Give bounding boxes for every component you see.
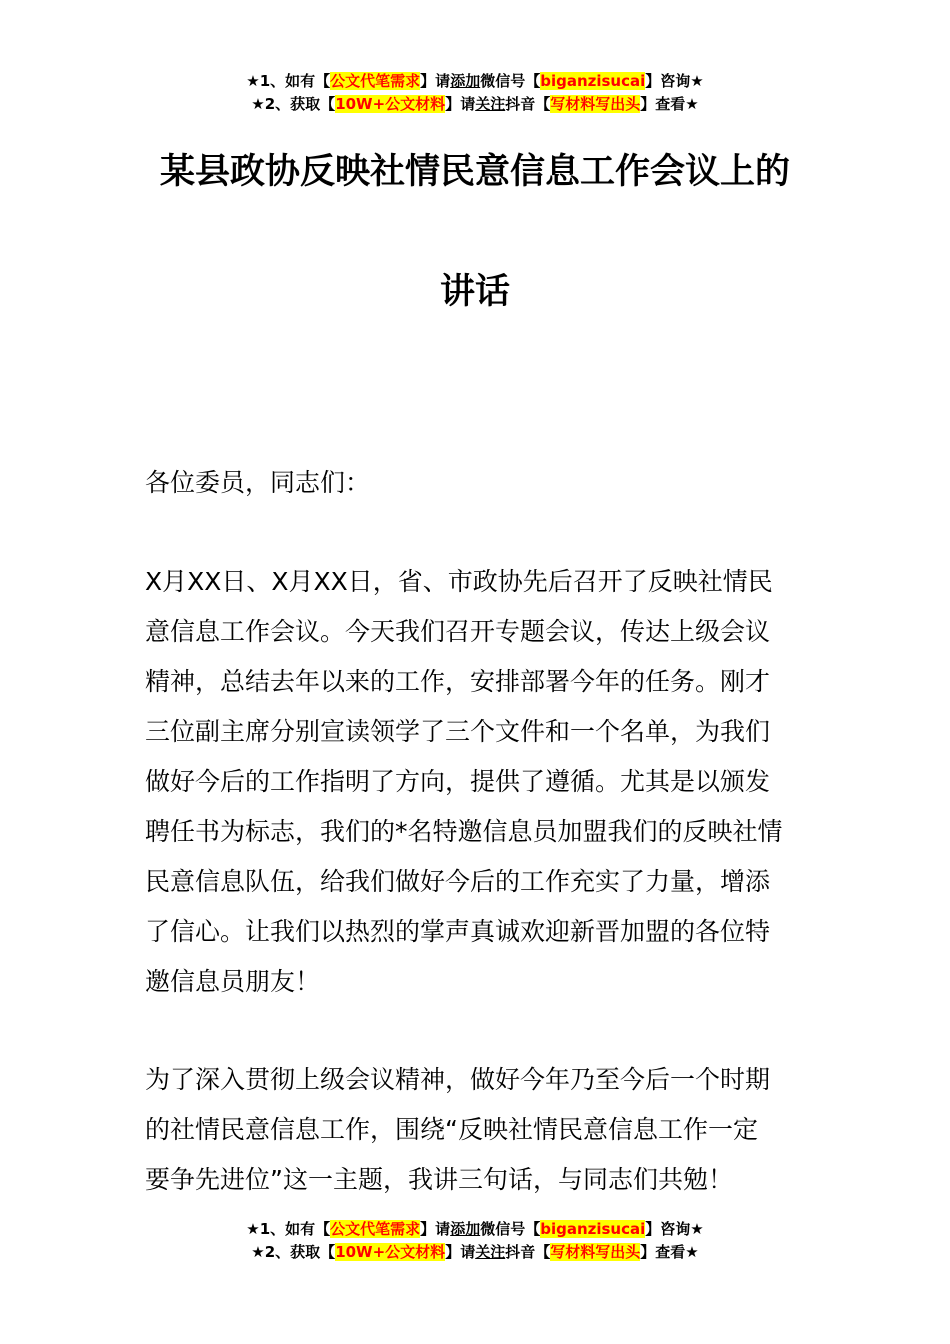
header-promo: [0, 70, 950, 116]
footer-promo: [0, 1218, 950, 1264]
promo-text: 】咨询★: [645, 1220, 704, 1238]
paragraph-line: 三位副主席分别宣读领学了三个文件和一个名单，为我们: [145, 717, 771, 746]
promo-douyin-account: 写材料写出头: [550, 95, 641, 113]
promo-text: ★1、如有【: [246, 72, 331, 90]
promo-underlined-text: 添加: [450, 1220, 481, 1238]
promo-wechat-id: biganzisucai: [540, 1220, 646, 1238]
salutation: 各位委员，同志们：: [145, 468, 371, 497]
promo-text: 微信号【: [480, 72, 541, 90]
promo-text: 】咨询★: [645, 72, 704, 90]
paragraph-line: 了信心。让我们以热烈的掌声真诚欢迎新晋加盟的各位特: [145, 917, 771, 946]
paragraph-line: 要争先进位”这一主题，我讲三句话，与同志们共勉！: [145, 1165, 733, 1194]
promo-highlight: 10W+公文材料: [335, 1243, 446, 1261]
promo-text: ★1、如有【: [246, 1220, 331, 1238]
paragraph-line: 邀信息员朋友！: [145, 967, 321, 996]
paragraph-line: 民意信息队伍，给我们做好今后的工作充实了力量，增添: [145, 867, 771, 896]
paragraph-line: 做好今后的工作指明了方向，提供了遵循。尤其是以颁发: [145, 767, 771, 796]
promo-highlight: 10W+公文材料: [335, 95, 446, 113]
promo-text: ★2、获取【: [251, 95, 336, 113]
promo-text: 】请: [420, 1220, 451, 1238]
promo-text: 】请: [420, 72, 451, 90]
promo-text: 】请: [445, 1243, 476, 1261]
document-title-line-1: 某县政协反映社情民意信息工作会议上的: [159, 152, 790, 192]
paragraph-line: 的社情民意信息工作，围绕“反映社情民意信息工作一定: [145, 1115, 758, 1144]
promo-text: ★2、获取【: [251, 1243, 336, 1261]
promo-text: 】查看★: [640, 1243, 699, 1261]
promo-underlined-text: 添加: [450, 72, 481, 90]
promo-wechat-id: biganzisucai: [540, 72, 646, 90]
promo-text: 抖音【: [505, 95, 551, 113]
promo-text: 】请: [445, 95, 476, 113]
paragraph-line: 为了深入贯彻上级会议精神，做好今年乃至今后一个时期: [145, 1065, 771, 1094]
header-promo-line-2: [0, 93, 950, 116]
paragraph-line: 聘任书为标志，我们的*名特邀信息员加盟我们的反映社情: [145, 817, 783, 846]
document-title-line-2: 讲话: [439, 272, 510, 312]
footer-promo-line-2: [0, 1241, 950, 1264]
paragraph-line: X月XX日、X月XX日，省、市政协先后召开了反映社情民: [145, 567, 773, 596]
paragraph-2: [145, 1055, 807, 1205]
promo-underlined-text: 关注: [475, 1243, 506, 1261]
promo-highlight: 公文代笔需求: [330, 72, 421, 90]
promo-highlight: 公文代笔需求: [330, 1220, 421, 1238]
promo-text: 微信号【: [480, 1220, 541, 1238]
promo-text: 】查看★: [640, 95, 699, 113]
promo-underlined-text: 关注: [475, 95, 506, 113]
header-promo-line-1: [0, 70, 950, 93]
footer-promo-line-1: [0, 1218, 950, 1241]
paragraph-line: 意信息工作会议。今天我们召开专题会议，传达上级会议: [145, 617, 771, 646]
paragraph-1: [145, 557, 807, 1007]
promo-douyin-account: 写材料写出头: [550, 1243, 641, 1261]
promo-text: 抖音【: [505, 1243, 551, 1261]
paragraph-line: 精神，总结去年以来的工作，安排部署今年的任务。刚才: [145, 667, 771, 696]
